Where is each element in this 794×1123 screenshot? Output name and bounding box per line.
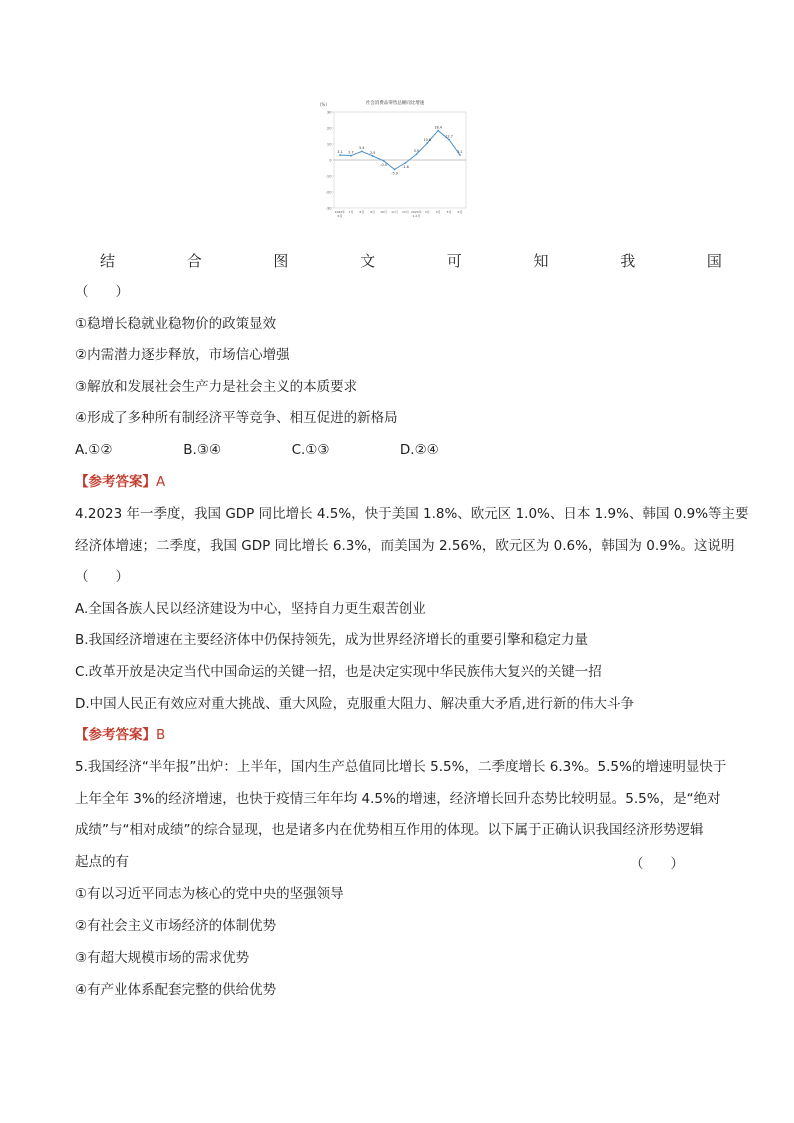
- q3-stem-char: 可: [446, 252, 462, 270]
- y-tick-label: 10: [326, 142, 332, 147]
- series-line: [340, 131, 463, 170]
- q3-stem-char: 合: [186, 252, 202, 270]
- q3-answer-paren: （ ）: [75, 284, 129, 300]
- q4-option: D.中国人民正有效应对重大挑战、重大风险，克服重大阻力、解决重大矛盾,进行新的伟大斗争: [75, 696, 634, 712]
- q3-item: ④形成了多种所有制经济平等竞争、相互促进的新格局: [75, 410, 398, 426]
- chart-plot-area: [326, 110, 466, 218]
- q5-stem-line: 5.我国经济“半年报”出炉：上半年，国内生产总值同比增长 5.5%，二季度增长 6.3%。5.5%的增速明显快于: [75, 759, 727, 775]
- data-point: [339, 154, 341, 156]
- data-point: [415, 154, 417, 156]
- data-label: 3.1: [337, 149, 343, 154]
- q5-item: ①有以习近平同志为核心的党中央的坚强领导: [75, 886, 344, 902]
- q5-stem-line: 起点的有: [75, 854, 129, 870]
- data-point: [361, 150, 363, 152]
- data-label: 10.6: [423, 137, 432, 142]
- x-tick-label: 8月: [359, 210, 365, 214]
- q3-option: D.②④: [399, 442, 439, 458]
- q4-stem-line: 4.2023 年一季度，我国 GDP 同比增长 4.5%，快于美国 1.8%、欧元区 1.0%、日本 1.9%、韩国 0.9%等主要: [75, 506, 749, 522]
- x-tick-label: 5月: [446, 210, 452, 214]
- q3-answer: [75, 472, 165, 492]
- q5-item: ④有产业体系配套完整的供给优势: [75, 982, 277, 998]
- q3-stem-char: 知: [533, 252, 549, 270]
- y-tick-label: 20: [326, 126, 332, 131]
- data-label: 2.5: [370, 150, 376, 155]
- data-label: -1.8: [402, 164, 409, 169]
- y-tick-label: 0: [329, 158, 332, 163]
- q3-item: ①稳增长稳就业稳物价的政策显效: [75, 316, 277, 332]
- q4-answer-paren: （ ）: [75, 569, 129, 585]
- x-tick-label: 6月: [337, 214, 343, 218]
- data-label: 12.7: [445, 134, 453, 139]
- q5-item: ③有超大规模市场的需求优势: [75, 950, 250, 966]
- q3-stem-char: 结: [100, 252, 116, 270]
- data-point: [372, 155, 374, 157]
- q4-stem-line: 经济体增速；二季度，我国 GDP 同比增长 6.3%，而美国为 2.56%，欧元区为 0.6%，韩国为 0.9%。这说明: [75, 538, 735, 554]
- x-tick-label: 12月: [402, 210, 409, 214]
- q5-stem-line: 上年全年 3%的经济增速，也快于疫情三年年均 4.5%的增速，经济增长回升态势比较明显。5.5%，是“绝对: [75, 791, 721, 807]
- answer-label: 【参考答案】: [75, 727, 156, 743]
- data-label: -5.9: [391, 171, 398, 176]
- y-tick-label: -30: [325, 206, 332, 211]
- q3-stem: [100, 250, 722, 271]
- q4-option: B.我国经济增速在主要经济体中仍保持领先，成为世界经济增长的重要引擎和稳定力量: [75, 632, 589, 648]
- data-label: -0.5: [380, 162, 387, 167]
- data-point: [459, 154, 461, 156]
- q5-answer-paren: （ ）: [630, 856, 684, 872]
- q5-item: ②有社会主义市场经济的体制优势: [75, 918, 277, 934]
- chart-y-unit: (%): [320, 102, 327, 107]
- q3-stem-char: 图: [273, 252, 289, 270]
- q3-item: ②内需潜力逐步释放，市场信心增强: [75, 347, 290, 363]
- x-tick-label: 3月: [424, 210, 430, 214]
- retail-sales-growth-chart: [318, 96, 472, 234]
- x-tick-label: 7月: [348, 210, 354, 214]
- q3-option: C.①③: [291, 442, 330, 458]
- data-label: 2.7: [348, 150, 354, 155]
- chart-title: 社会消费品零售总额同比增速: [365, 101, 425, 106]
- q3-stem-char: 国: [706, 252, 722, 270]
- x-tick-label: 1-2月: [412, 214, 421, 218]
- q5-stem-line: 成绩”与“相对成绩”的综合显现，也是诸多内在优势相互作用的体现。以下属于正确认识我国经济形势逻辑: [75, 822, 704, 838]
- x-tick-label: 2022年: [334, 210, 346, 214]
- data-point: [394, 169, 396, 171]
- data-point: [437, 130, 439, 132]
- data-label: 3.1: [457, 149, 463, 154]
- answer-label: 【参考答案】: [75, 474, 156, 490]
- y-tick-label: 30: [326, 110, 332, 115]
- q4-option: A.全国各族人民以经济建设为中心，坚持自力更生艰苦创业: [75, 601, 426, 617]
- x-tick-label: 4月: [435, 210, 441, 214]
- data-point: [383, 160, 385, 162]
- data-label: 3.5: [413, 149, 420, 154]
- q4-answer: [75, 725, 165, 745]
- q3-options: [75, 440, 504, 460]
- q3-stem-char: 文: [360, 252, 376, 270]
- x-tick-label: 9月: [370, 210, 376, 214]
- y-tick-label: -20: [325, 190, 332, 195]
- data-point: [426, 142, 428, 144]
- q3-stem-char: 我: [620, 252, 636, 270]
- data-label: 18.4: [434, 125, 442, 130]
- data-point: [350, 155, 352, 157]
- data-point: [405, 162, 407, 164]
- line-chart: [318, 96, 472, 234]
- data-point: [448, 139, 450, 141]
- q4-option: C.改革开放是决定当代中国命运的关键一招，也是决定实现中华民族伟大复兴的关键一招: [75, 664, 602, 680]
- x-tick-label: 10月: [380, 210, 388, 214]
- x-tick-label: 6月: [457, 210, 463, 214]
- q3-option: A.①②: [75, 442, 113, 458]
- q3-option: B.③④: [183, 442, 222, 458]
- answer-value: A: [156, 474, 166, 490]
- x-tick-label: 2023年: [411, 210, 422, 214]
- answer-value: B: [156, 727, 166, 743]
- x-tick-label: 11月: [391, 210, 398, 214]
- data-label: 5.4: [359, 146, 365, 151]
- q3-item: ③解放和发展社会生产力是社会主义的本质要求: [75, 379, 358, 395]
- y-tick-label: -10: [325, 174, 332, 179]
